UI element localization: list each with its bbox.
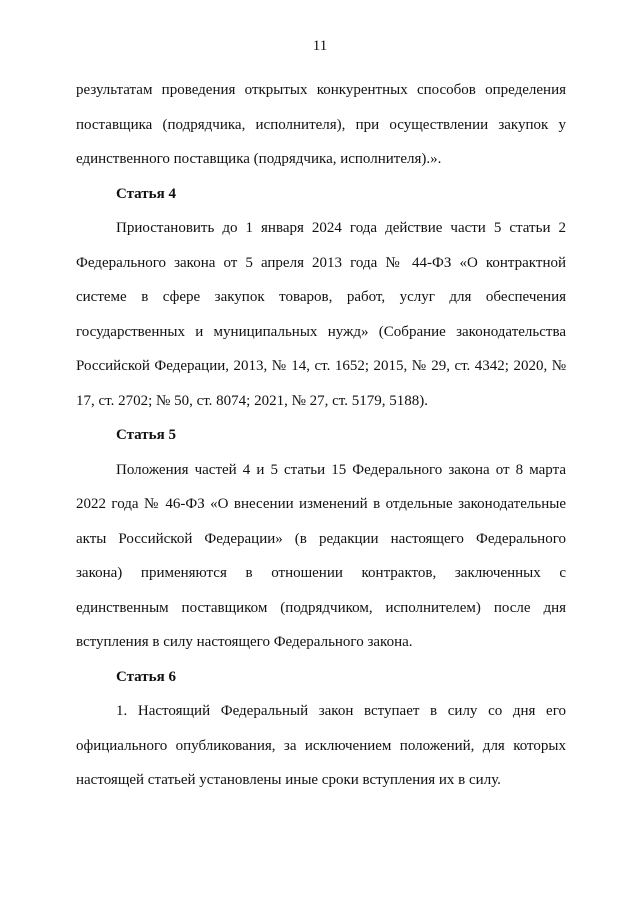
- article-5-paragraph: Положения частей 4 и 5 статьи 15 Федерального закона от 8 марта 2022 года № 46-ФЗ «О внесении изменений в отдельные законодательные акты Российской Федерации» (в редакции настоящего Федерального закона) применяются в отношении контрактов, заключенных с единственным поставщиком (подрядчиком, исполнителем) после дня вступления в силу настоящего Федерального закона.: [76, 461, 566, 650]
- article-4-paragraph: Приостановить до 1 января 2024 года действие части 5 статьи 2 Федерального закона от 5 апреля 2013 года № 44-ФЗ «О контрактной системе в сфере закупок товаров, работ, услуг для обеспечения государственных и муниципальных нужд» (Собрание законодательства Российской Федерации, 2013, № 14, ст. 1652; 2015, № 29, ст. 4342; 2020, № 17, ст. 2702; № 50, ст. 8074; 2021, № 27, ст. 5179, 5188).: [76, 220, 566, 409]
- article-4-heading: Статья 4: [116, 185, 176, 202]
- article-6-paragraph: 1. Настоящий Федеральный закон вступает в силу со дня его официального опубликования, за исключением положений, для которых настоящей статьей установлены иные сроки вступления их в силу.: [76, 703, 566, 788]
- page-number: 11: [312, 38, 328, 54]
- article-5-heading: Статья 5: [116, 427, 176, 443]
- article-6-heading: Статья 6: [116, 668, 176, 685]
- continuation-paragraph: результатам проведения открытых конкурентных способов определения поставщика (подрядчика, исполнителя), при осуществлении закупок у единственного поставщика (подрядчика, исполнителя).».: [76, 82, 566, 167]
- document-body: [76, 73, 566, 798]
